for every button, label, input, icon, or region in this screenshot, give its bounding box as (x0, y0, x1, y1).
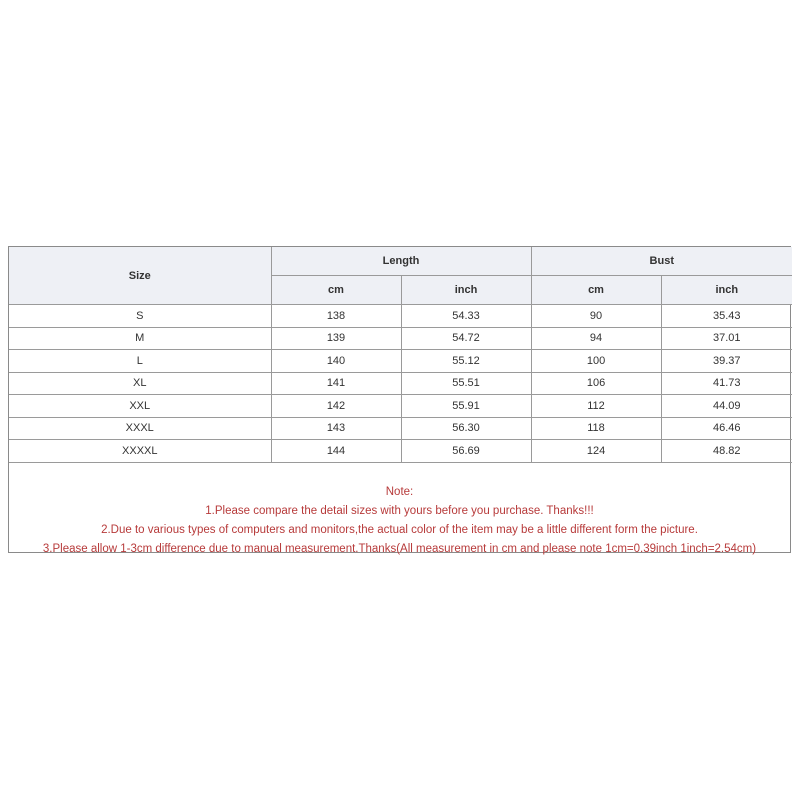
table-row (9, 350, 792, 373)
size-chart (8, 246, 791, 553)
length-cm-cell: 144 (271, 440, 401, 463)
length-cm-cell: 142 (271, 395, 401, 418)
length-inch-cell: 56.30 (401, 417, 531, 440)
length-cm-cell: 139 (271, 327, 401, 350)
length-cm-header: cm (271, 276, 401, 305)
length-group-header: Length (271, 247, 531, 276)
size-table (9, 247, 792, 463)
bust-inch-cell: 44.09 (661, 395, 792, 418)
table-row (9, 305, 792, 328)
size-cell: XXL (9, 395, 271, 418)
table-row (9, 440, 792, 463)
size-cell: XXXXL (9, 440, 271, 463)
note-line: 1.Please compare the detail sizes with yours before you purchase. Thanks!!! (205, 505, 594, 517)
notes-section (9, 483, 790, 559)
length-inch-cell: 55.91 (401, 395, 531, 418)
bust-inch-cell: 46.46 (661, 417, 792, 440)
length-inch-cell: 55.51 (401, 372, 531, 395)
table-row (9, 372, 792, 395)
note-title: Note: (385, 486, 414, 498)
table-row (9, 327, 792, 350)
length-inch-cell: 54.33 (401, 305, 531, 328)
bust-cm-cell: 94 (531, 327, 661, 350)
bust-cm-header: cm (531, 276, 661, 305)
size-cell: L (9, 350, 271, 373)
length-cm-cell: 141 (271, 372, 401, 395)
note-line: 2.Due to various types of computers and monitors,the actual color of the item may be a little different form the picture. (101, 524, 698, 536)
size-column-header: Size (9, 247, 271, 305)
length-cm-cell: 140 (271, 350, 401, 373)
bust-inch-cell: 39.37 (661, 350, 792, 373)
table-row (9, 395, 792, 418)
bust-inch-header: inch (661, 276, 792, 305)
size-cell: S (9, 305, 271, 328)
bust-cm-cell: 112 (531, 395, 661, 418)
bust-cm-cell: 90 (531, 305, 661, 328)
length-cm-cell: 138 (271, 305, 401, 328)
size-cell: M (9, 327, 271, 350)
note-line: 3.Please allow 1-3cm difference due to manual measurement.Thanks(All measurement in cm and please note 1cm=0.39inch 1inch=2.54cm) (42, 543, 757, 555)
table-row (9, 417, 792, 440)
length-inch-cell: 54.72 (401, 327, 531, 350)
bust-cm-cell: 106 (531, 372, 661, 395)
size-cell: XXXL (9, 417, 271, 440)
length-inch-cell: 56.69 (401, 440, 531, 463)
bust-inch-cell: 35.43 (661, 305, 792, 328)
bust-cm-cell: 124 (531, 440, 661, 463)
bust-inch-cell: 41.73 (661, 372, 792, 395)
length-cm-cell: 143 (271, 417, 401, 440)
bust-cm-cell: 100 (531, 350, 661, 373)
size-cell: XL (9, 372, 271, 395)
length-inch-cell: 55.12 (401, 350, 531, 373)
bust-inch-cell: 37.01 (661, 327, 792, 350)
bust-cm-cell: 118 (531, 417, 661, 440)
bust-group-header: Bust (531, 247, 792, 276)
length-inch-header: inch (401, 276, 531, 305)
bust-inch-cell: 48.82 (661, 440, 792, 463)
